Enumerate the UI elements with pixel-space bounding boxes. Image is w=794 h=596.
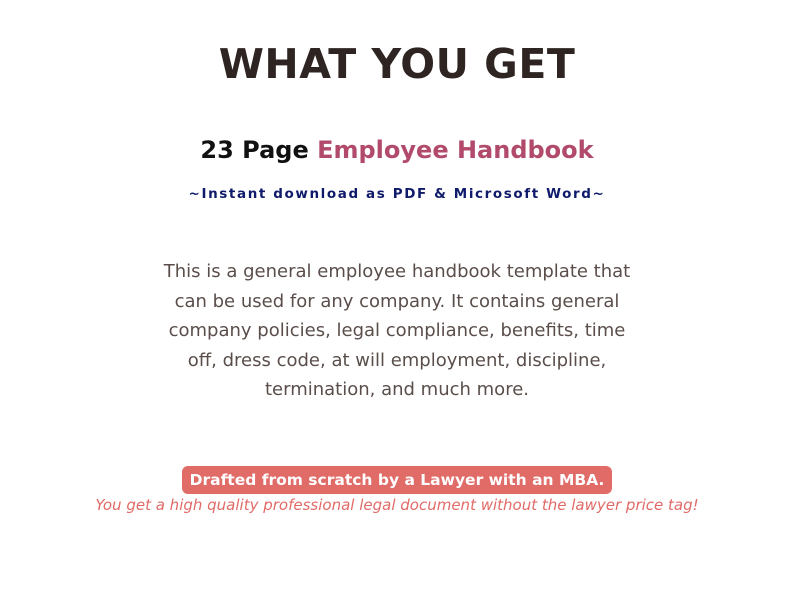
- page-title: WHAT YOU GET: [218, 40, 576, 88]
- lawyer-badge: Drafted from scratch by a Lawyer with an MBA.: [182, 466, 613, 494]
- description-line: This is a general employee handbook template that: [163, 261, 631, 282]
- subtitle-prefix: 23 Page: [200, 136, 318, 164]
- download-note: ~Instant download as PDF & Microsoft Word~: [188, 186, 606, 202]
- description-line: termination, and much more.: [264, 379, 529, 400]
- badge-wrap: [0, 466, 794, 494]
- product-subtitle: [0, 134, 794, 166]
- subtitle-accent: Employee Handbook: [317, 136, 594, 164]
- tagline: You get a high quality professional legal document without the lawyer price tag!: [95, 496, 699, 514]
- description-line: company policies, legal compliance, benefits, time: [168, 320, 626, 341]
- description: [147, 257, 647, 405]
- description-line: can be used for any company. It contains general: [174, 290, 620, 312]
- description-line: off, dress code, at will employment, discipline,: [187, 349, 607, 371]
